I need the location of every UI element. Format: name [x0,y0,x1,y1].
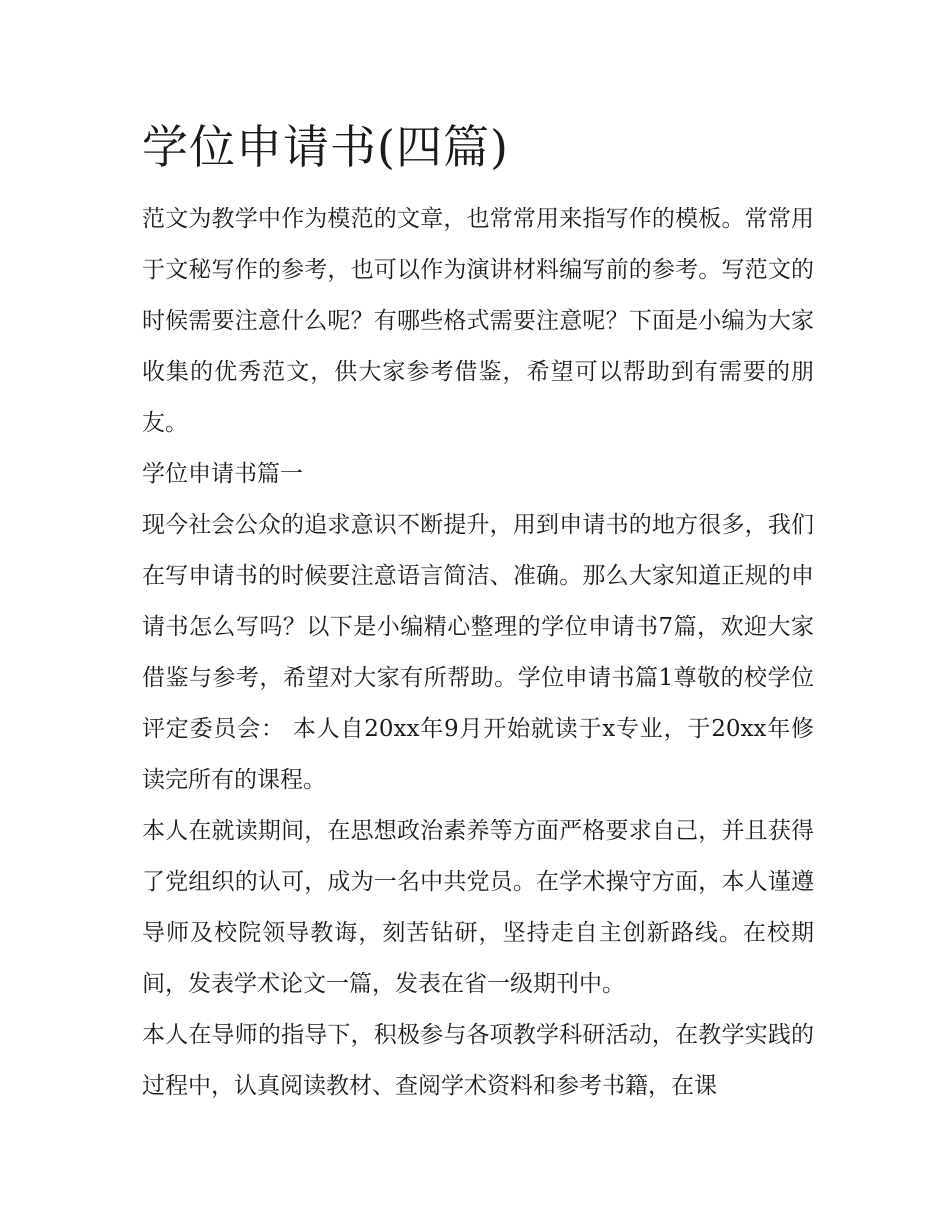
section-heading: 学位申请书篇一 [142,461,303,487]
document-page [142,112,814,1112]
intro-paragraph: 范文为教学中作为模范的文章，也常常用来指写作的模板。常常用于文秘写作的参考，也可以作为演讲材料编写前的参考。写范文的时候需要注意什么呢？有哪些格式需要注意呢？下面是小编为大家收集的优秀范文，供大家参考借鉴，希望可以帮助到有需要的朋友。 [142,206,814,436]
body-paragraph-1: 现今社会公众的追求意识不断提升，用到申请书的地方很多，我们在写申请书的时候要注意语言简洁、准确。那么大家知道正规的申请书怎么写吗？以下是小编精心整理的学位申请书7篇，欢迎大家借鉴与参考，希望对大家有所帮助。学位申请书篇1尊敬的校学位评定委员会： 本人自20xx年9月开始就读于x专业，于20xx年修读完所有的课程。 [142,512,814,793]
body-paragraph-3: 本人在导师的指导下，积极参与各项教学科研活动，在教学实践的过程中，认真阅读教材、查阅学术资料和参考书籍，在课 [142,1022,814,1099]
document-title: 学位申请书(四篇) [142,120,509,174]
body-paragraph-2: 本人在就读期间，在思想政治素养等方面严格要求自己，并且获得了党组织的认可，成为一名中共党员。在学术操守方面，本人谨遵导师及校院领导教诲，刻苦钻研，坚持走自主创新路线。在校期间，发表学术论文一篇，发表在省一级期刊中。 [142,818,814,997]
